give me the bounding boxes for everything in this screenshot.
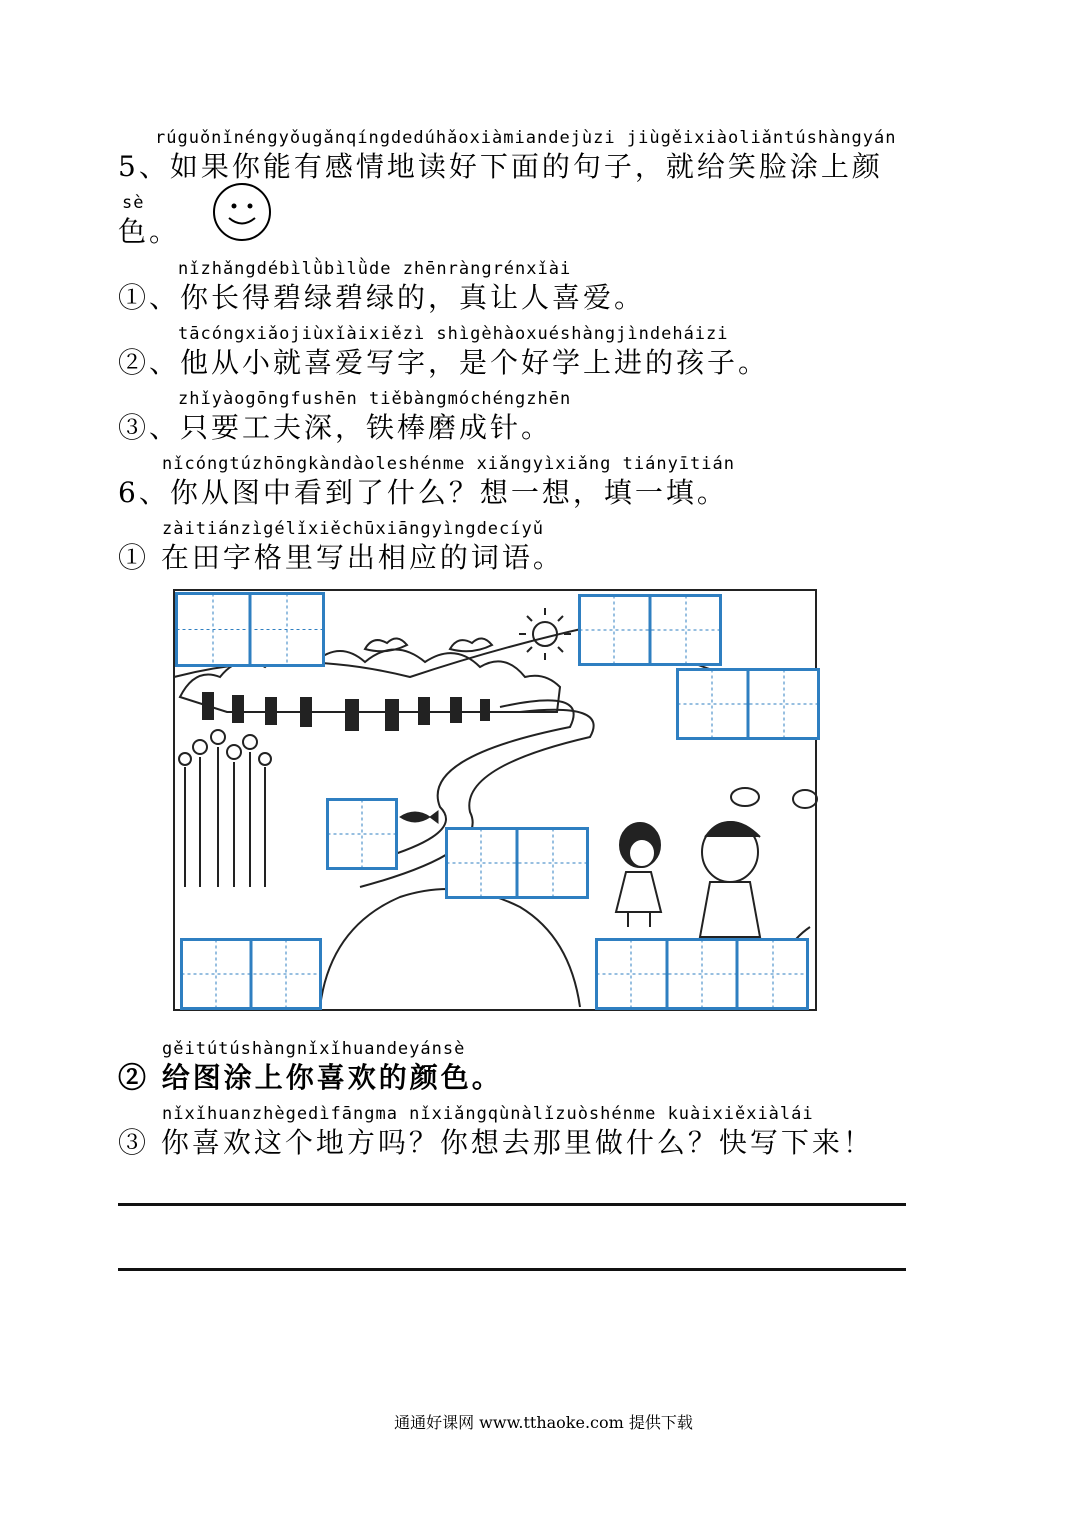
q6-item3-pinyin: nǐxǐhuanzhègedìfāngma nǐxiǎngqùnàlǐzuòshénme kuàixiěxiàlái xyxy=(162,1104,814,1124)
tianzige-box-5[interactable] xyxy=(445,827,589,899)
answer-line-2[interactable] xyxy=(118,1268,906,1271)
q5-item3-text: ③、只要工夫深，铁棒磨成针。 xyxy=(118,411,553,444)
tianzige-box-1[interactable] xyxy=(175,592,325,667)
tianzige-box-2[interactable] xyxy=(578,594,722,666)
q6-item2-text: ② 给图涂上你喜欢的颜色。 xyxy=(118,1061,503,1094)
q5-pinyin: rúguǒnǐnéngyǒugǎnqíngdedúhǎoxiàmiandejùzi jiùgěixiàoliǎntúshàngyán xyxy=(155,128,897,148)
tianzige-box-3[interactable] xyxy=(676,668,820,740)
q5-item2-pinyin: tācóngxiǎojiùxǐàixiězì shìgèhàoxuéshàngjìndeháizi xyxy=(178,324,729,344)
q6-text: 6、你从图中看到了什么？想一想，填一填。 xyxy=(118,476,728,509)
tianzige-box-7[interactable] xyxy=(595,938,809,1010)
q5-item1-pinyin: nǐzhǎngdébìlǜbìlǜde zhēnràngrénxǐài xyxy=(178,259,572,279)
q6-item1-text: ① 在田字格里写出相应的词语。 xyxy=(118,541,564,574)
q5-text: 5、如果你能有感情地读好下面的句子，就给笑脸涂上颜 xyxy=(118,150,883,183)
q5-item2-text: ②、他从小就喜爱写字，是个好学上进的孩子。 xyxy=(118,346,770,379)
tianzige-box-6[interactable] xyxy=(180,938,322,1010)
answer-line-1[interactable] xyxy=(118,1203,906,1206)
q6-pinyin: nǐcóngtúzhōngkàndàoleshénme xiǎngyìxiǎng tiányītián xyxy=(162,454,735,474)
q5-item3-pinyin: zhǐyàogōngfushēn tiěbàngmóchéngzhēn xyxy=(178,389,572,409)
q6-item3-text: ③ 你喜欢这个地方吗？你想去那里做什么？快写下来！ xyxy=(118,1126,874,1159)
q5-pinyin-2: sè xyxy=(122,193,145,213)
q5-text-2: 色。 xyxy=(118,215,181,248)
q6-item2-pinyin: gěitútúshàngnǐxǐhuandeyánsè xyxy=(162,1039,466,1059)
tianzige-box-4[interactable] xyxy=(326,798,398,870)
q5-item1-text: ①、你长得碧绿碧绿的，真让人喜爱。 xyxy=(118,281,646,314)
q6-item1-pinyin: zàitiánzìgélǐxiěchūxiāngyìngdecíyǔ xyxy=(162,519,544,539)
smiley-face-icon[interactable] xyxy=(212,182,272,242)
footer-text: 通通好课网 www.tthaoke.com 提供下载 xyxy=(394,1413,693,1432)
